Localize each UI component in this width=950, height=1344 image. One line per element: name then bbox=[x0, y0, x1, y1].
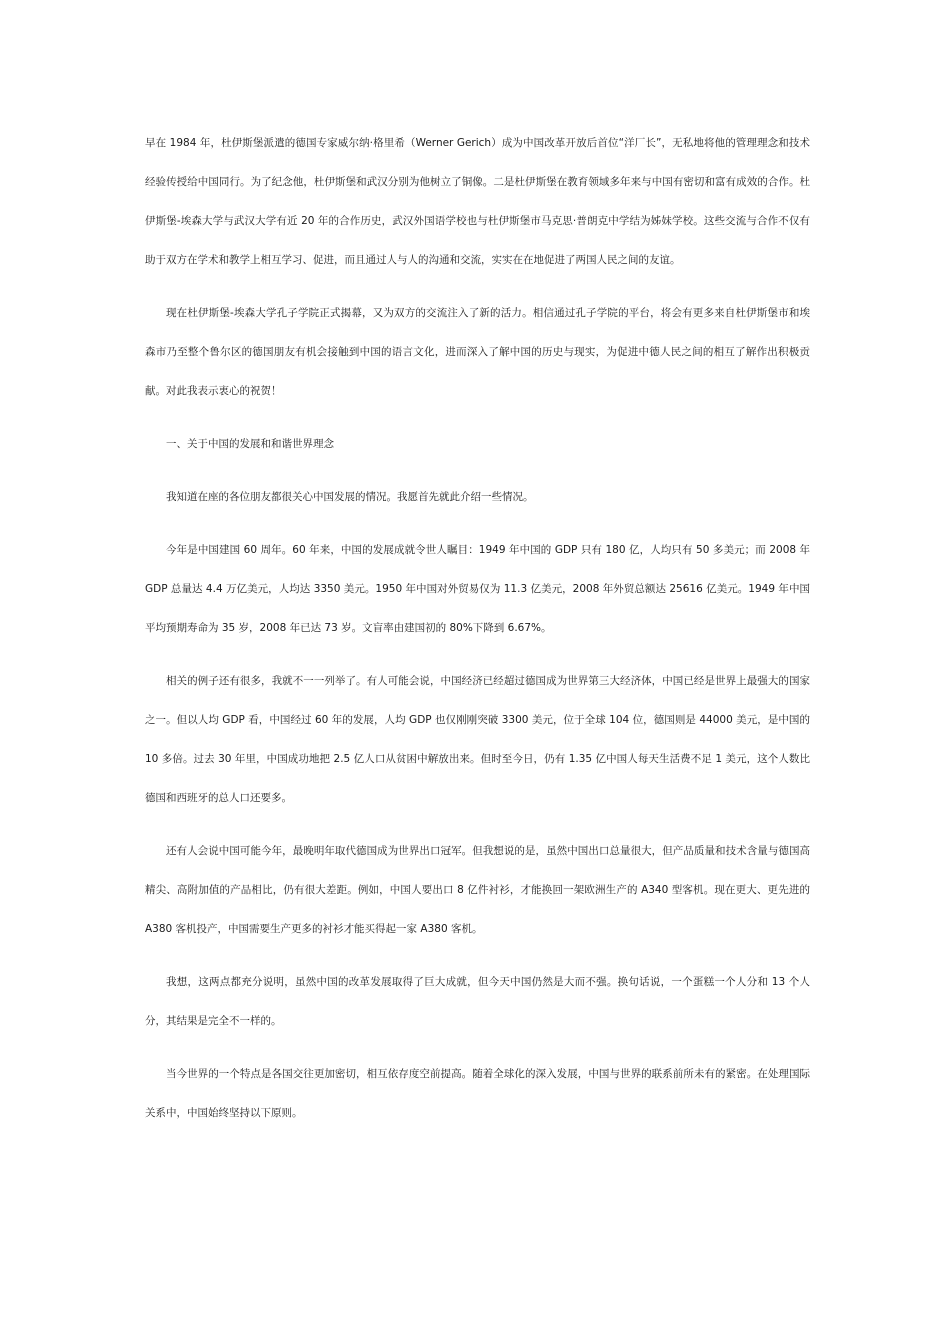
section-heading: 一、关于中国的发展和和谐世界理念 bbox=[166, 438, 334, 450]
paragraph-4: 今年是中国建国 60 周年。60 年来，中国的发展成就令世人瞩目：1949 年中国的 GDP 只有 180 亿，人均只有 50 多美元；而 2008 年 GDP 总量达 4.4 万亿美元，人均达 3350 美元。1950 年中国对外贸易仅为 11.3 亿美元，2008 年外贸总额达 25616 亿美元。1949 年中国平均预期寿命为 35 岁，2008 年已达 73 岁。文盲率由建国初的 80%下降到 6.67%。 bbox=[145, 544, 810, 634]
paragraph-6: 还有人会说中国可能今年，最晚明年取代德国成为世界出口冠军。但我想说的是，虽然中国出口总量很大，但产品质量和技术含量与德国高精尖、高附加值的产品相比，仍有很大差距。例如，中国人要出口 8 亿件衬衫，才能换回一架欧洲生产的 A340 型客机。现在更大、更先进的 A380 客机投产，中国需要生产更多的衬衫才能买得起一家 A380 客机。 bbox=[145, 845, 810, 935]
paragraph-5: 相关的例子还有很多，我就不一一列举了。有人可能会说，中国经济已经超过德国成为世界第三大经济体，中国已经是世界上最强大的国家之一。但以人均 GDP 看，中国经过 60 年的发展，人均 GDP 也仅刚刚突破 3300 美元，位于全球 104 位，德国则是 44000 美元，是中国的 10 多倍。过去 30 年里，中国成功地把 2.5 亿人口从贫困中解放出来。但时至今日，仍有 1.35 亿中国人每天生活费不足 1 美元，这个人数比德国和西班牙的总人口还要多。 bbox=[145, 675, 810, 804]
paragraph-8: 当今世界的一个特点是各国交往更加密切，相互依存度空前提高。随着全球化的深入发展，中国与世界的联系前所未有的紧密。在处理国际关系中，中国始终坚持以下原则。 bbox=[145, 1068, 810, 1119]
paragraph-2: 现在杜伊斯堡-埃森大学孔子学院正式揭幕，又为双方的交流注入了新的活力。相信通过孔子学院的平台，将会有更多来自杜伊斯堡市和埃森市乃至整个鲁尔区的德国朋友有机会接触到中国的语言文化，进而深入了解中国的历史与现实，为促进中德人民之间的相互了解作出积极贡献。对此我表示衷心的祝贺！ bbox=[145, 307, 810, 397]
paragraph-3: 我知道在座的各位朋友都很关心中国发展的情况。我愿首先就此介绍一些情况。 bbox=[166, 491, 534, 503]
paragraph-7: 我想，这两点都充分说明，虽然中国的改革发展取得了巨大成就，但今天中国仍然是大而不强。换句话说，一个蛋糕一个人分和 13 个人分，其结果是完全不一样的。 bbox=[145, 976, 810, 1027]
paragraph-1: 早在 1984 年，杜伊斯堡派遣的德国专家威尔纳·格里希（Werner Gerich）成为中国改革开放后首位“洋厂长”，无私地将他的管理理念和技术经验传授给中国同行。为了纪念他，杜伊斯堡和武汉分别为他树立了铜像。二是杜伊斯堡在教育领域多年来与中国有密切和富有成效的合作。杜伊斯堡-埃森大学与武汉大学有近 20 年的合作历史，武汉外国语学校也与杜伊斯堡市马克思·普朗克中学结为姊妹学校。这些交流与合作不仅有助于双方在学术和教学上相互学习、促进，而且通过人与人的沟通和交流，实实在在地促进了两国人民之间的友谊。 bbox=[145, 137, 810, 266]
document-page bbox=[145, 124, 810, 1147]
